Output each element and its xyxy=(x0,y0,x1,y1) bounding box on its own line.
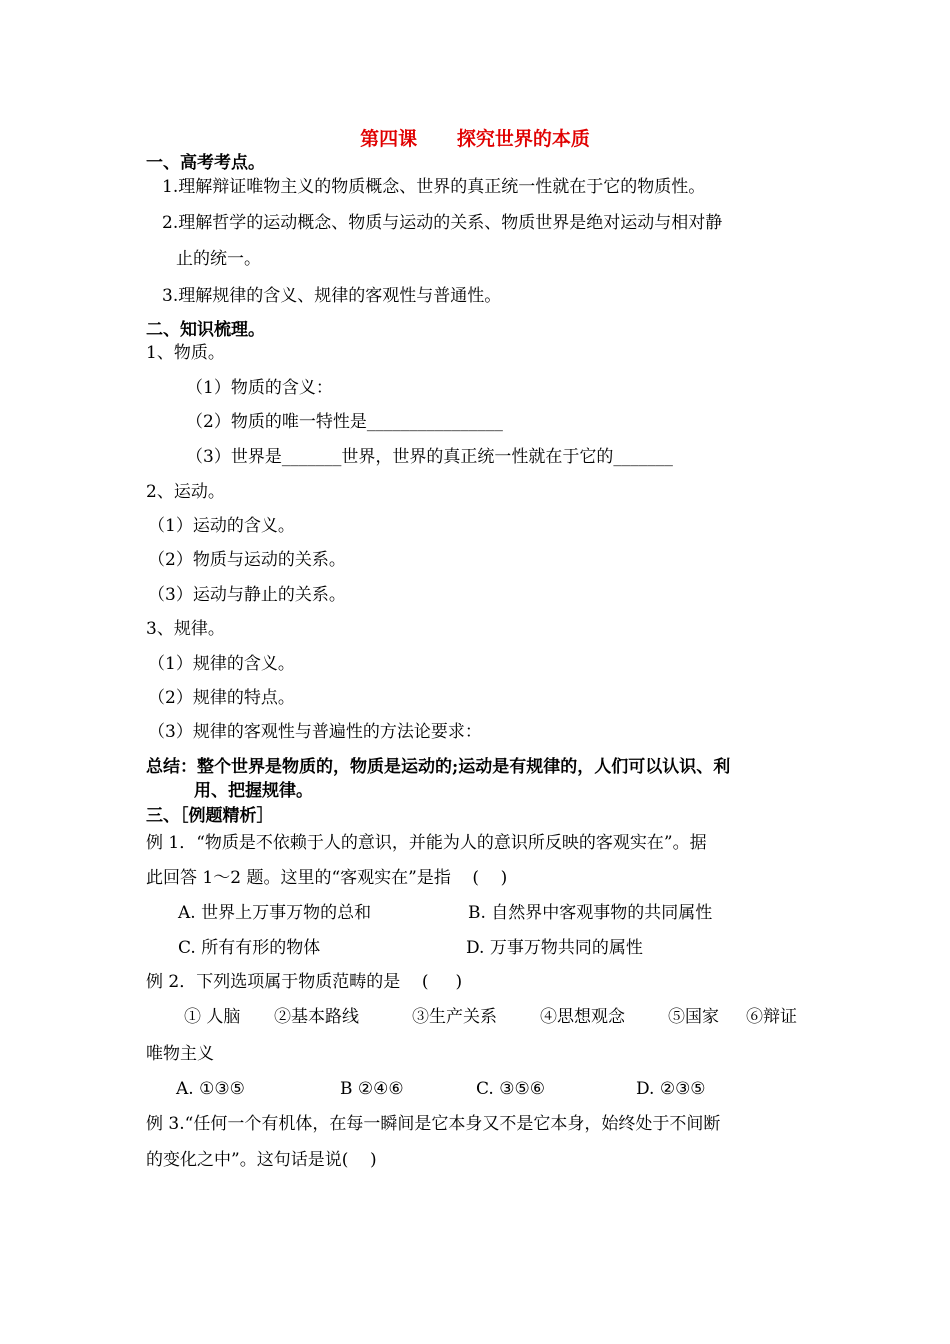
example2-choice-3: ③生产关系 xyxy=(412,1007,497,1027)
example2-choice-4: ④思想观念 xyxy=(540,1007,625,1027)
example2-option-b: B ②④⑥ xyxy=(340,1079,404,1099)
example2-option-d: D. ②③⑤ xyxy=(636,1079,706,1099)
matter-item-2: （2）物质的唯一特性是________________ xyxy=(186,412,503,432)
exam-point-3: 3.理解规律的含义、规律的客观性与普通性。 xyxy=(162,286,502,306)
exam-point-2-cont: 止的统一。 xyxy=(176,249,261,269)
matter-label: 1、物质。 xyxy=(146,343,225,363)
example3-line-1: 例 3.“任何一个有机体，在每一瞬间是它本身又不是它本身，始终处于不间断 xyxy=(146,1114,721,1134)
law-item-1: （1）规律的含义。 xyxy=(148,654,295,674)
example2-stem: 例 2．下列选项属于物质范畴的是 ( ) xyxy=(146,972,463,992)
example2-choice-5: ⑤国家 xyxy=(668,1007,719,1027)
section3-heading: 三、［例题精析］ xyxy=(146,806,274,826)
example1-option-c: C. 所有有形的物体 xyxy=(178,938,321,958)
section1-heading: 一、高考考点。 xyxy=(146,153,265,173)
matter-item-1: （1）物质的含义： xyxy=(186,378,333,398)
example2-option-c: C. ③⑤⑥ xyxy=(476,1079,545,1099)
example1-line-1: 例 1．“物质是不依赖于人的意识，并能为人的意识所反映的客观实在”。据 xyxy=(146,833,707,853)
exam-point-2: 2.理解哲学的运动概念、物质与运动的关系、物质世界是绝对运动与相对静 xyxy=(162,213,723,233)
page-title: 第四课 探究世界的本质 xyxy=(360,128,590,150)
example2-choice-6: ⑥辩证 xyxy=(746,1007,797,1027)
motion-item-1: （1）运动的含义。 xyxy=(148,516,295,536)
example1-option-a: A. 世界上万事万物的总和 xyxy=(178,903,372,923)
summary-line-2: 用、把握规律。 xyxy=(194,781,313,801)
example2-choice-cont: 唯物主义 xyxy=(146,1044,214,1064)
motion-item-3: （3）运动与静止的关系。 xyxy=(148,585,346,605)
example1-line-2: 此回答 1～2 题。这里的“客观实在”是指 ( ) xyxy=(146,868,508,888)
law-item-3: （3）规律的客观性与普遍性的方法论要求： xyxy=(148,722,482,742)
example1-option-b: B. 自然界中客观事物的共同属性 xyxy=(468,903,713,923)
example1-option-d: D. 万事万物共同的属性 xyxy=(466,938,643,958)
exam-point-1: 1.理解辩证唯物主义的物质概念、世界的真正统一性就在于它的物质性。 xyxy=(162,177,706,197)
law-item-2: （2）规律的特点。 xyxy=(148,688,295,708)
example2-choice-1: ① 人脑 xyxy=(184,1007,241,1027)
example2-choice-2: ②基本路线 xyxy=(274,1007,359,1027)
motion-label: 2、运动。 xyxy=(146,482,225,502)
example3-line-2: 的变化之中”。这句话是说( ) xyxy=(146,1150,377,1170)
motion-item-2: （2）物质与运动的关系。 xyxy=(148,550,346,570)
matter-item-3: （3）世界是_______世界，世界的真正统一性就在于它的_______ xyxy=(186,447,673,467)
example2-option-a: A. ①③⑤ xyxy=(176,1079,245,1099)
law-label: 3、规律。 xyxy=(146,619,225,639)
summary-line-1: 总结：整个世界是物质的，物质是运动的;运动是有规律的，人们可以认识、利 xyxy=(146,757,731,777)
section2-heading: 二、知识梳理。 xyxy=(146,320,265,340)
